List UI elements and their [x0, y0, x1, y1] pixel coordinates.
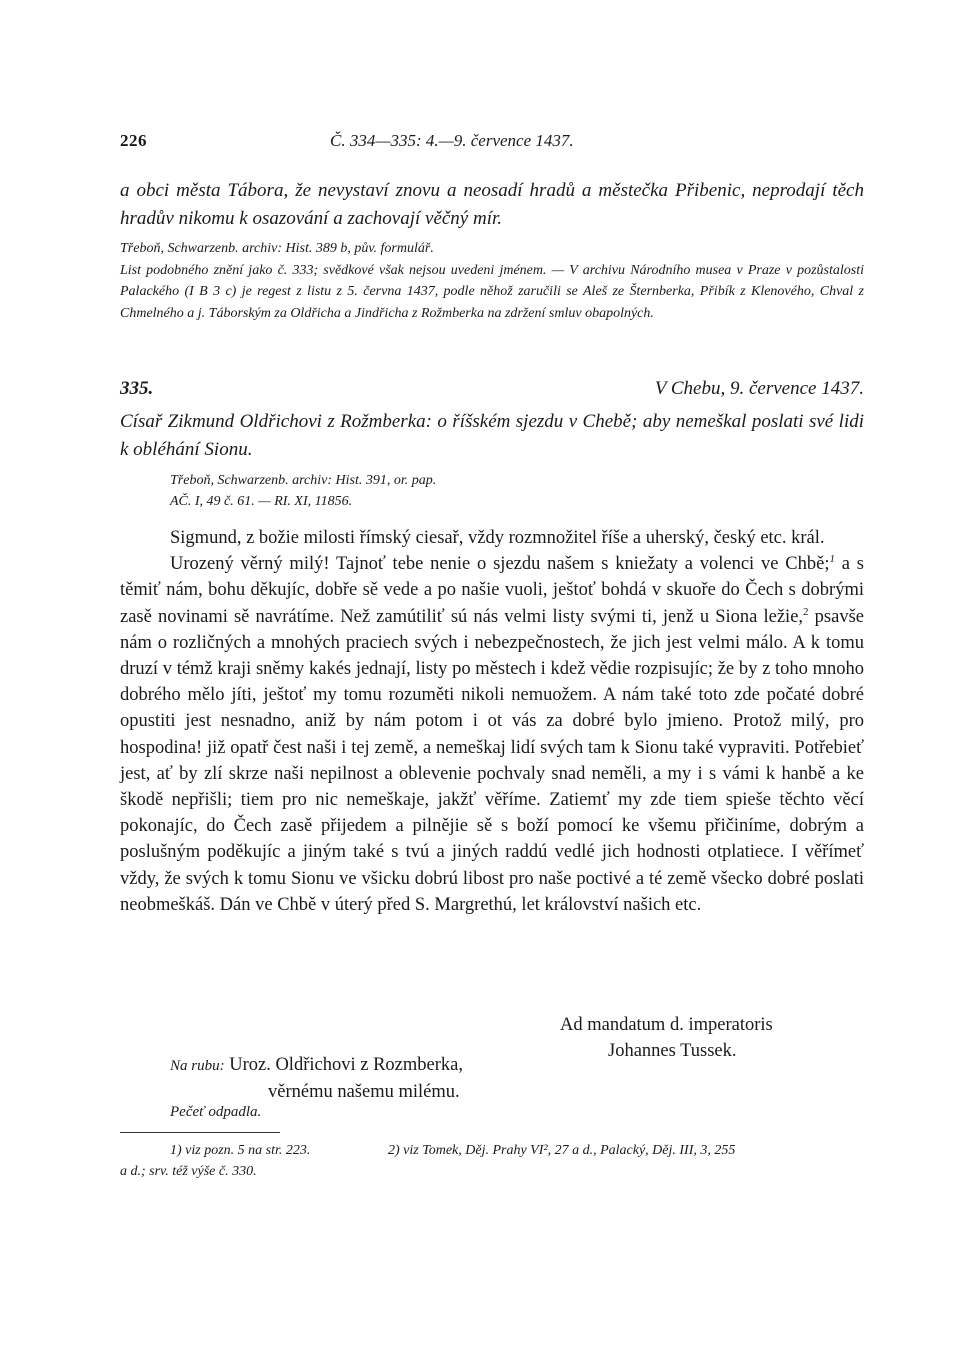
signature-line: Ad mandatum d. imperatoris — [560, 1015, 773, 1035]
archive-note: Třeboň, Schwarzenb. archiv: Hist. 389 b, pův. formulář. — [120, 241, 434, 256]
verso-label: Na rubu: — [170, 1058, 225, 1074]
verso-address — [170, 1052, 670, 1105]
verso-line: Uroz. Oldřichovi z Rozmberka, — [229, 1055, 463, 1075]
page-number: 226 — [120, 131, 147, 150]
edition-source: AČ. I, 49 č. 61. — RI. XI, 11856. — [170, 494, 353, 509]
document-heading — [120, 378, 864, 406]
place-date: V Chebu, 9. července 1437. — [654, 378, 864, 399]
footnote-2-continued: a d.; srv. též výše č. 330. — [120, 1164, 257, 1179]
source-references — [170, 470, 810, 512]
previous-document-text: a obci města Tábora, že nevystaví znovu a neosadí hradů a městečka Přibenic, neprodají těch hradův nikomu k osazování a zachovají věčný mír. — [120, 180, 864, 229]
letter-body — [120, 525, 864, 918]
footnote-ref-2: 2 — [803, 605, 809, 618]
document-summary: Císař Zikmund Oldřichovi z Rožmberka: o říšském sjezdu v Chebě; aby nemeškal poslati své lidi k obléhání Sionu. — [120, 411, 864, 460]
footnote-ref-1: 1 — [829, 553, 835, 566]
previous-document-notes — [120, 238, 864, 324]
document-number: 335. — [120, 378, 154, 399]
letter-text-part: a s těmiť nám, bohu děkujíc, dobře sě vede a po našie vuoli, ještoť bohdá v skuoře do Čech s dobrými zasě novinami sě navrátíme. Než zamútiliť sú nás velmi listy svými ti, jenž u Siona ležie, — [120, 554, 864, 627]
letter-text-part: psavše nám o rozličných a mnohých praciech svých i nebezpečnostech, že jich jest velmi málo. A k tomu druzí v témž kraji sněmy kakés jednají, listy po městech i kdež vědie rozpisujíc; že by z toho mnoho dobrého mělo jíti, ještoť my tomu rozuměti nikoli nemuožem. A nám také toto zde počaté dobré opustiti jest nesnadno, aniž by nám potom i ot vás za dobré bylo jmieno. Protož milý, pro hospodina! již opatř čest naši i tej země, a nemeškaj lidí svých tam k Sionu také vypraviti. Potřebieť jest, ať by zlí skrze naši nepilnost a oblevenie pochvaly snad neměli, a my i s vámi k hanbě a ke škodě nepřišli; tiem pro nic nemeškaje, jakžť věříme. Zatiemť my zde tiem spieše těchto věcí pokonajíc, do Čech zasě přijedem a pilnějie sě s boží pomocí ke všemu přičiníme, dobrým a poslušným poděkujíc a jiným také s tvú a jiných raddú vedlé jich hodnosti otplatiece. I věřímeť vždy, že svých k tomu Sionu ve všicku dobrú libost pro naše poctivé a té země všecko dobré poslati neobmeškáš. Dán ve Chbě v úterý před S. Margrethú, let království našich etc. — [120, 606, 864, 915]
signature-name: Johannes Tussek. — [608, 1041, 737, 1061]
footnote-2: 2) viz Tomek, Děj. Prahy VI², 27 a d., Palacký, Děj. III, 3, 255 — [388, 1143, 736, 1158]
running-title: Č. 334—335: 4.—9. července 1437. — [330, 131, 574, 150]
running-header — [120, 131, 864, 155]
letter-intitulatio: Sigmund, z božie milosti římský ciesař, vždy rozmnožitel říše a uherský, český etc. král. — [170, 528, 825, 548]
verso-line: věrnému našemu milému. — [268, 1082, 460, 1102]
letter-text-part: Urozený věrný milý! Tajnoť tebe nenie o sjezdu našem s kniežaty a volenci ve Chbě; — [170, 554, 830, 575]
footnote-divider — [120, 1132, 280, 1133]
footnote-1: 1) viz pozn. 5 na str. 223. — [170, 1143, 311, 1158]
letter-text — [120, 551, 864, 918]
archive-source: Třeboň, Schwarzenb. archiv: Hist. 391, or. pap. — [170, 473, 437, 488]
seal-note: Pečeť odpadla. — [170, 1104, 262, 1120]
editorial-note: List podobného znění jako č. 333; svědkové však nejsou uvedeni jménem. — V archivu Národního musea v Praze v pozůstalosti Palackého (I B 3 c) je regest z listu z 5. června 1437, podle něhož zaručili se Aleš ze Šternberka, Přibík z Klenového, Chval z Chmelného a j. Táborským za Oldřicha a Jindřicha z Rožmberka na zdržení smluv obapolných. — [120, 262, 864, 321]
